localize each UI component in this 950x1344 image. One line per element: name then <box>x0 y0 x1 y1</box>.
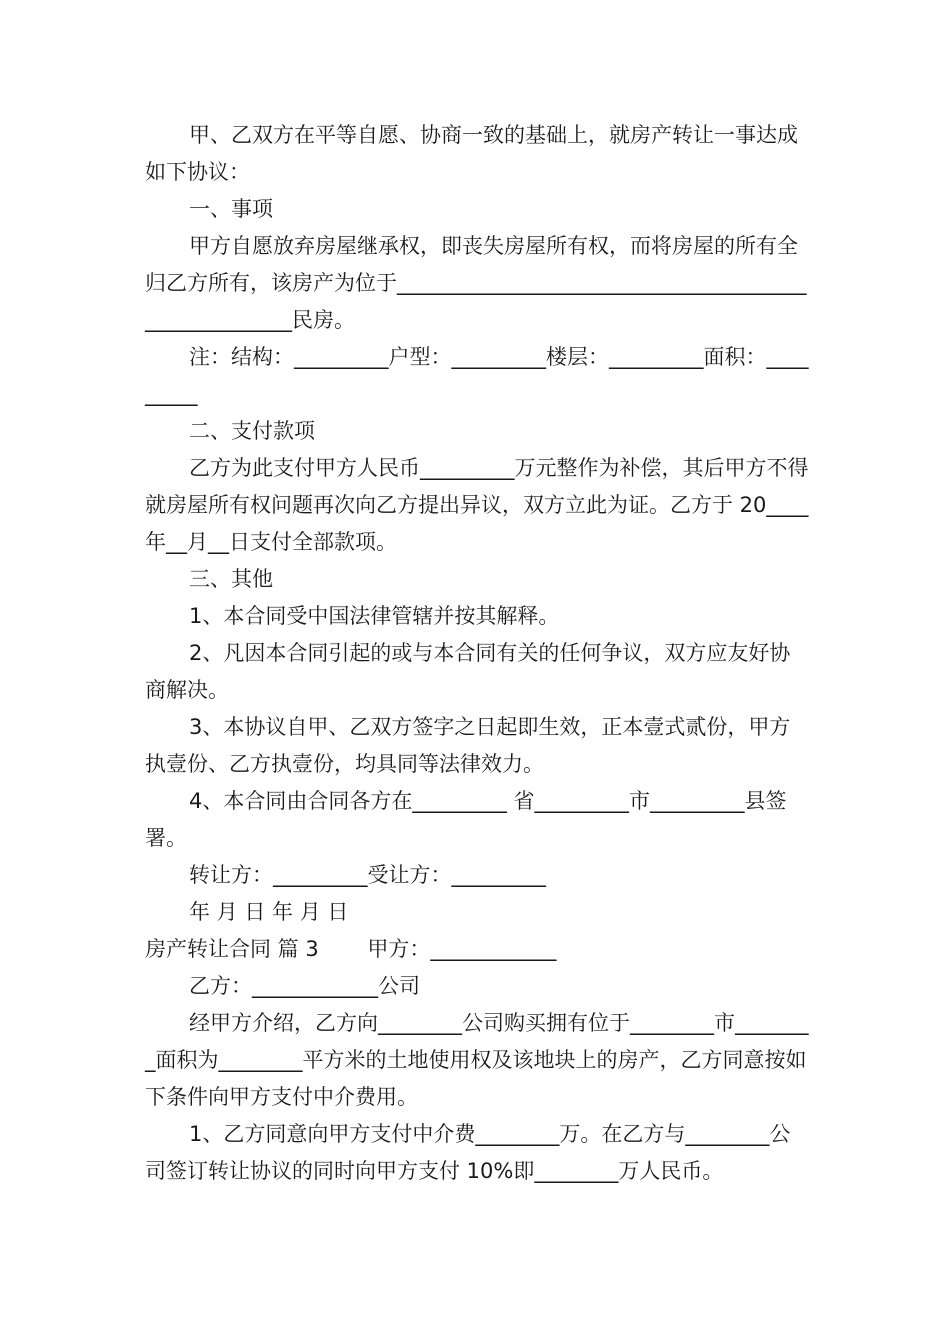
signatories-line: 转让方：_________受让方：_________ <box>189 863 546 887</box>
clause-2-paragraph: 2、凡因本合同引起的或与本合同有关的任何争议，双方应友好协商解决。 <box>145 641 791 702</box>
payment-paragraph: 乙方为此支付甲方人民币_________万元整作为补偿，其后甲方不得就房屋所有权问题再次向乙方提出异议，双方立此为证。乙方于 20____年__月__日支付全部款项。 <box>145 456 809 554</box>
intro-paragraph: 甲、乙双方在平等自愿、协商一致的基础上，就房产转让一事达成如下协议： <box>145 123 798 184</box>
matters-paragraph: 甲方自愿放弃房屋继承权，即丧失房屋所有权，而将房屋的所有全归乙方所有，该房产为位于_____________________________________________________民房。 <box>145 234 807 332</box>
date-line: 年 月 日 年 月 日 <box>189 900 349 924</box>
section-heading-matters: 一、事项 <box>189 197 273 221</box>
clause-4-paragraph: 4、本合同由合同各方在_________ 省_________市_________县签署。 <box>145 789 787 850</box>
section-heading-other: 三、其他 <box>189 567 273 591</box>
party-b-line: 乙方：____________公司 <box>189 974 420 998</box>
contract-3-heading-line: 房产转让合同 篇 3 甲方：____________ <box>145 937 557 961</box>
clause-3-paragraph: 3、本协议自甲、乙双方签字之日起即生效，正本壹式贰份，甲方执壹份、乙方执壹份，均具同等法律效力。 <box>145 715 791 776</box>
document-body <box>145 117 810 1190</box>
section-heading-payment: 二、支付款项 <box>189 419 315 443</box>
introduction-paragraph: 经甲方介绍，乙方向________公司购买拥有位于________市________面积为________平方米的土地使用权及该地块上的房产，乙方同意按如下条件向甲方支付中介费用。 <box>145 1011 809 1109</box>
clause-1-paragraph: 1、本合同受中国法律管辖并按其解释。 <box>189 604 560 628</box>
property-note-paragraph: 注：结构：_________户型：_________楼层：_________面积：_________ <box>145 345 809 406</box>
fee-clause-1-paragraph: 1、乙方同意向甲方支付中介费________万。在乙方与________公司签订转让协议的同时向甲方支付 10%即________万人民币。 <box>145 1122 791 1183</box>
